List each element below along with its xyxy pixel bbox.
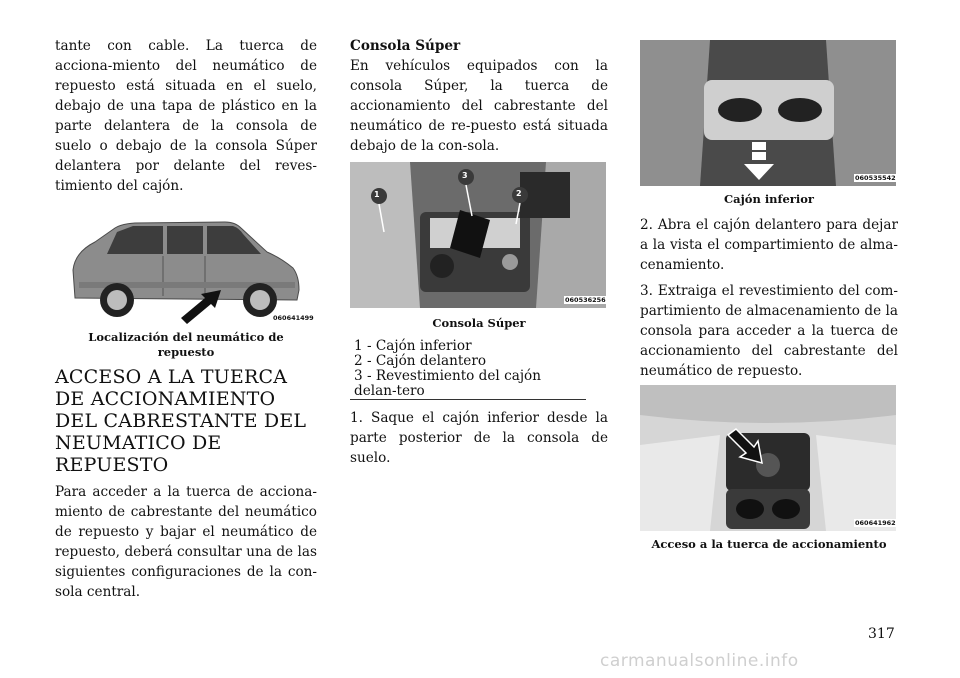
figure-code: 060535542 (855, 174, 896, 182)
legend-item: 2 - Cajón delantero (354, 353, 487, 369)
console-paragraph: En vehículos equipados con la consola Súper, la tuerca de accionamiento del cabrestante del neumático de re-puesto está situada debajo de la con-sola. (350, 58, 608, 154)
step-1: 1. Saque el cajón inferior desde la parte posterior de la consola de suelo. (350, 410, 608, 466)
super-console-photo (350, 162, 606, 308)
figure-code: 060641499 (273, 314, 314, 322)
legend-item: 1 - Cajón inferior (354, 338, 472, 354)
page-number: 317 (868, 626, 895, 642)
callout-2: 2 (516, 189, 522, 198)
access-image (640, 385, 896, 531)
subheading: Consola Súper (350, 38, 461, 54)
callout-1: 1 (374, 190, 380, 199)
van-figure (55, 210, 317, 330)
section-paragraph: Para acceder a la tuerca de acciona-miento de cabrestante del neumático de repuesto y bajar el neumático de repuesto, deberá consultar una de las siguientes configuraciones de la con-sola central. (55, 484, 317, 600)
console-image (350, 162, 606, 308)
column-1 (55, 36, 317, 602)
figure-code: 060641962 (855, 519, 896, 527)
figure-code: 060536256 (565, 296, 606, 304)
column-2 (350, 36, 608, 468)
nut-access-photo (640, 385, 896, 531)
callout-3: 3 (462, 171, 468, 180)
figure-caption: Localización del neumático de repuesto (88, 330, 284, 359)
footer-watermark[interactable]: carmanualsonline.info (600, 651, 799, 671)
step-3: 3. Extraiga el revestimiento del com-partimiento de almacenamiento de la consola para acceder a la tuerca de accionamiento del cabrestante del neumático de repuesto. (640, 283, 898, 379)
figure-caption: Consola Súper (432, 316, 526, 330)
section-heading: ACCESO A LA TUERCA DE ACCIONAMIENTO DEL CABRESTANTE DEL NEUMATICO DE REPUESTO (55, 366, 307, 476)
legend-item: 3 - Revestimiento del cajón delan-tero (350, 369, 586, 400)
lower-drawer-photo (640, 40, 896, 186)
figure-caption: Cajón inferior (724, 192, 814, 206)
column-3 (640, 40, 898, 552)
figure-caption: Acceso a la tuerca de accionamiento (651, 537, 887, 551)
intro-paragraph: tante con cable. La tuerca de acciona-miento del neumático de repuesto está situada en el suelo, debajo de una tapa de plástico en la parte delantera de la consola de suelo o debajo de la consola Súper delantera por delante del reves-timiento del cajón. (55, 38, 317, 194)
step-2: 2. Abra el cajón delantero para dejar a la vista el compartimiento de alma-cenamiento. (640, 217, 898, 273)
figure-legend (350, 339, 586, 400)
drawer-image (640, 40, 896, 186)
van-illustration (55, 210, 317, 330)
